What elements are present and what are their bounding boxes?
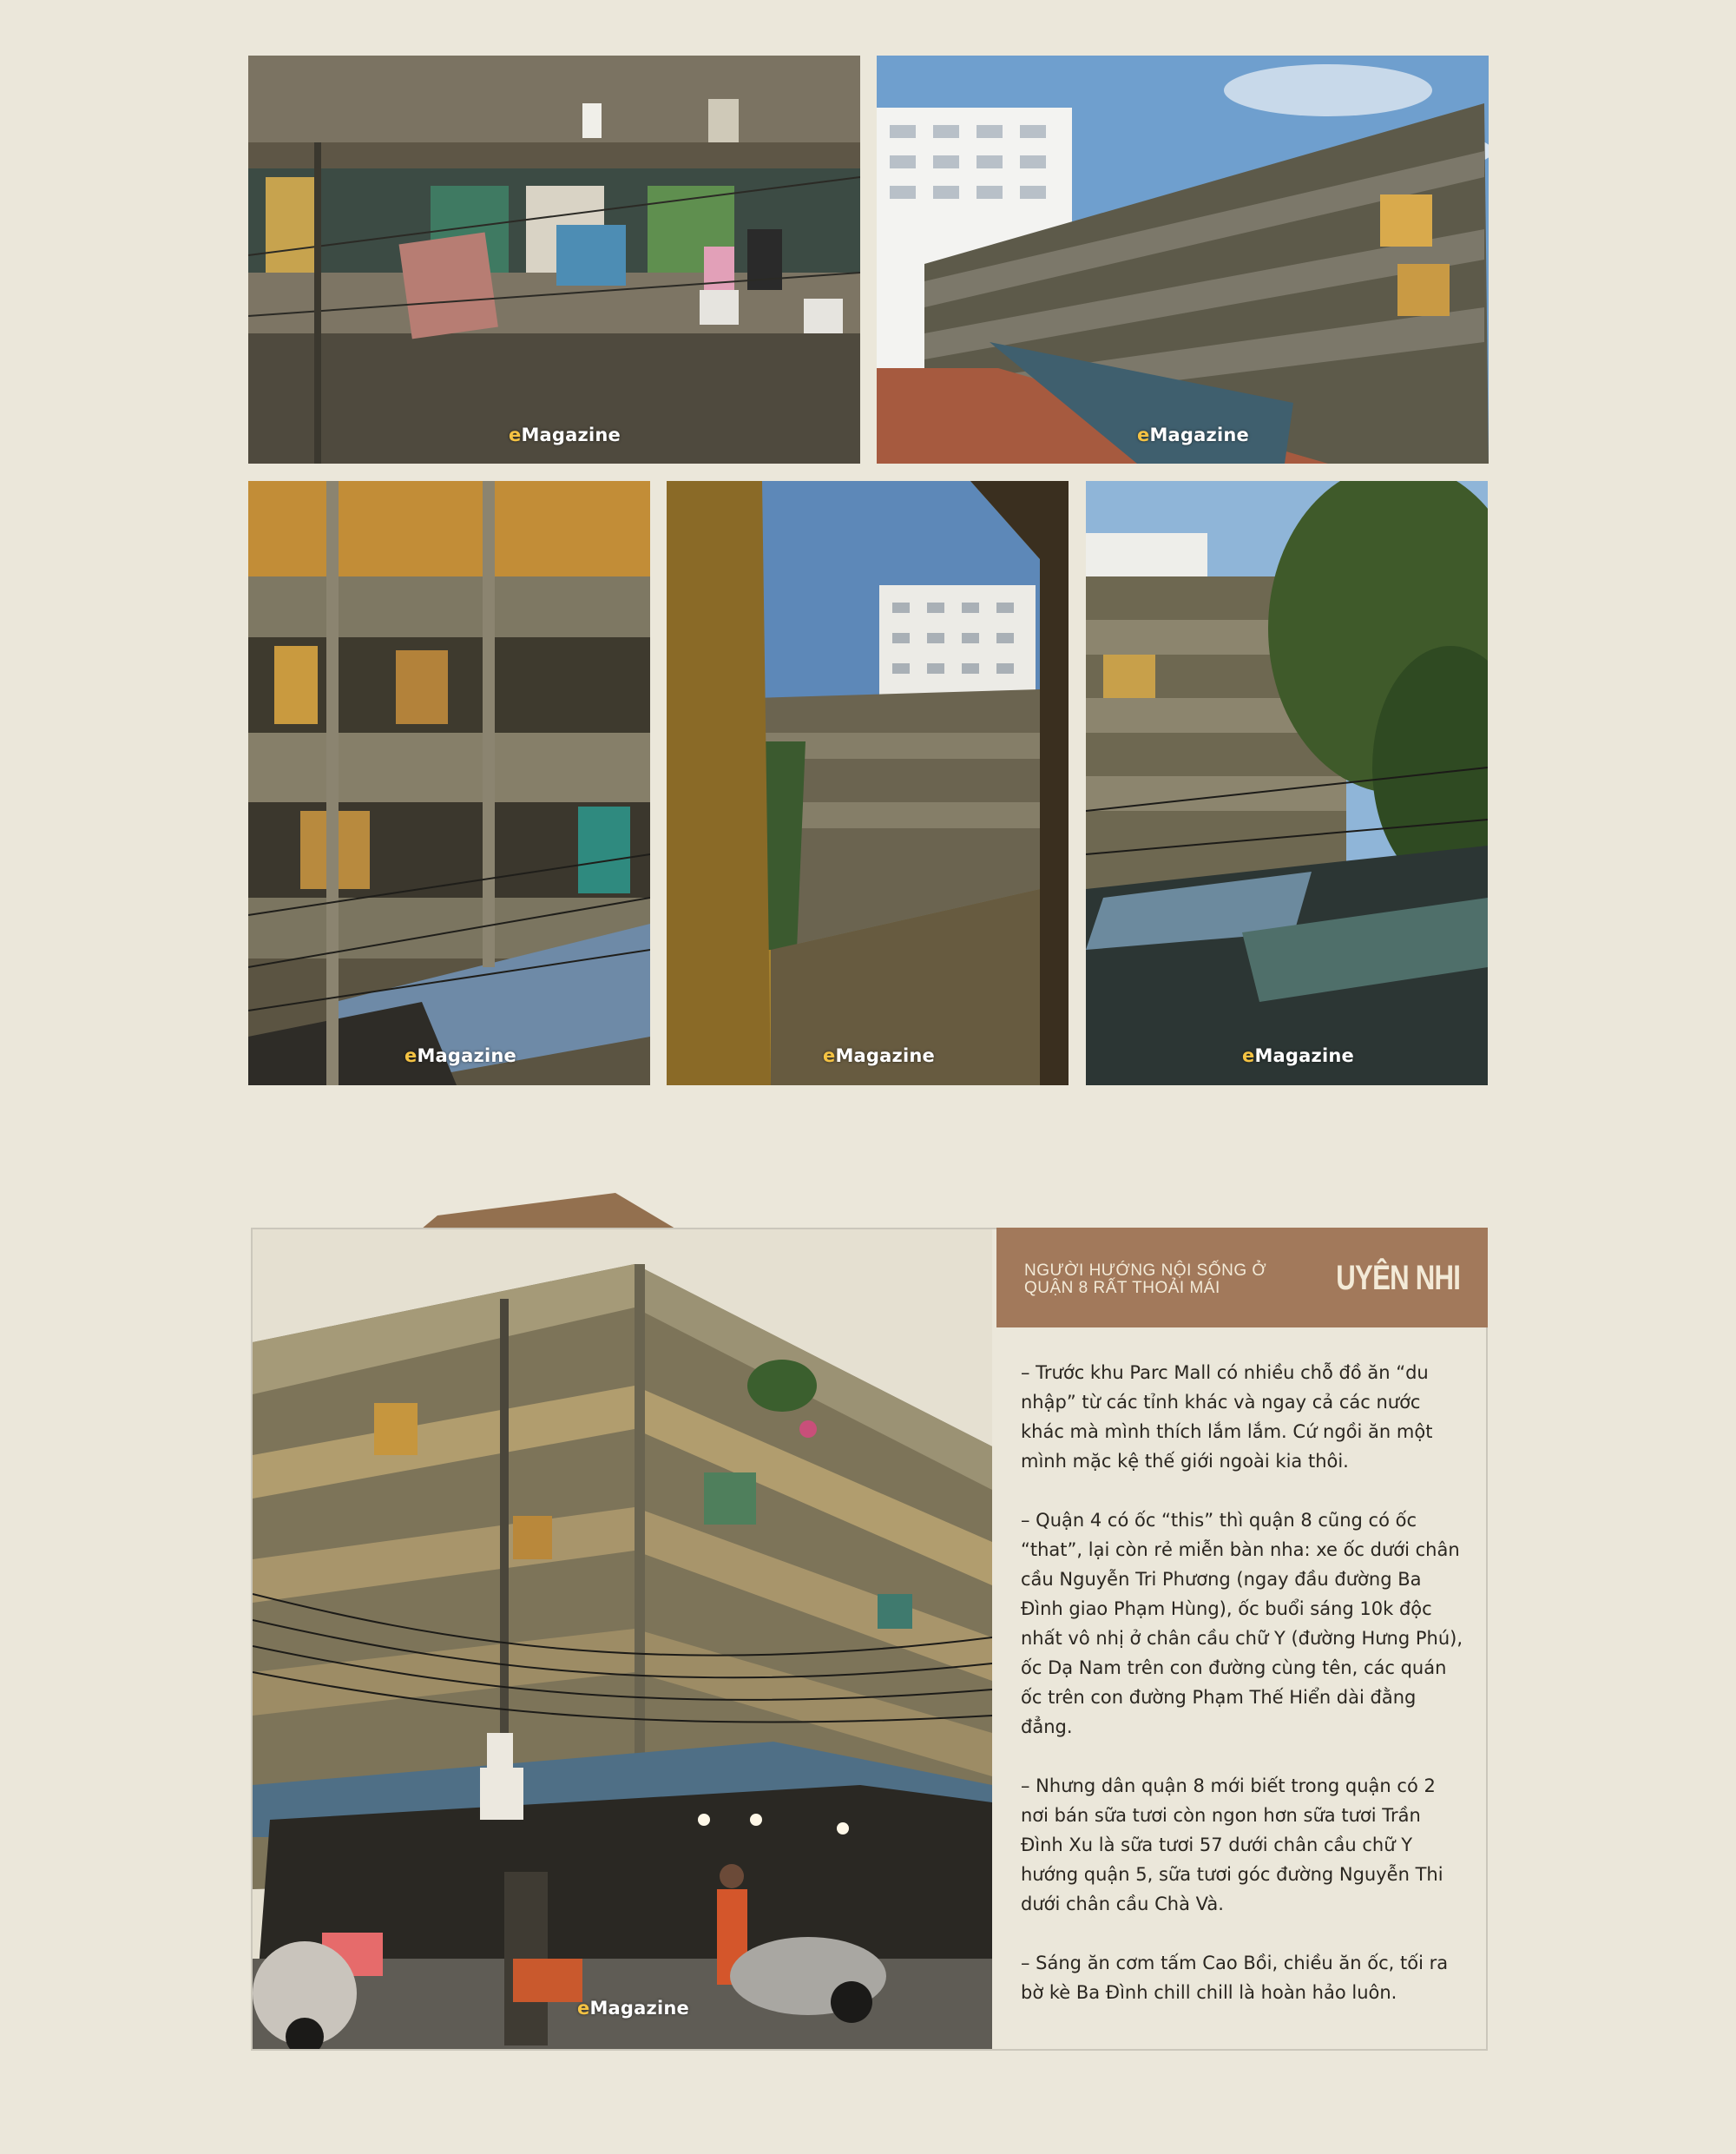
photo-apartment-corridors [248,481,650,1085]
panel-paragraph: – Sáng ăn cơm tấm Cao Bồi, chiều ăn ốc, tối ra bờ kè Ba Đình chill chill là hoàn hảo luôn. [1021,1953,1449,2003]
photo-apartment-long-block [877,56,1489,464]
panel-paragraph: – Nhưng dân quận 8 mới biết trong quận có 2 nơi bán sữa tươi còn ngon hơn sữa tươi Trần Đình Xu là sữa tươi 57 dưới chân cầu chữ Y hướng quận 5, sữa tươi góc đường Nguyễn Thi dưới chân cầu Chà Và. [1021,1775,1443,1914]
panel-author: UYÊN NHI [1336,1259,1460,1297]
watermark: eMagazine [509,425,621,445]
photo-apartment-tree-market [1086,481,1488,1085]
photo-apartment-corner-market [253,1229,992,2049]
panel-paragraph: – Quận 4 có ốc “this” thì quận 8 cũng có ốc “that”, lại còn rẻ miễn bàn nha: xe ốc dưới chân cầu Nguyễn Tri Phương (ngay đầu đường Ba Đình giao Phạm Hùng), ốc buổi sáng 10k độc nhất vô nhị ở chân cầu chữ Y (đường Hưng Phú), ốc Dạ Nam trên con đường cùng tên, các quán ốc trên con đường Phạm Thế Hiển dài đằng đẳng. [1021,1510,1463,1737]
panel-body [1021,1358,1468,2037]
photo-apartment-through-window [667,481,1069,1085]
watermark: eMagazine [1137,425,1249,445]
quote-panel [996,1228,1488,2051]
watermark: eMagazine [577,1998,689,2019]
watermark: eMagazine [823,1045,935,1066]
watermark: eMagazine [1242,1045,1354,1066]
watermark: eMagazine [404,1045,516,1066]
panel-kicker: NGƯỜI HƯỚNG NỘI SỐNG Ở QUẬN 8 RẤT THOẢI MÁI [1024,1261,1267,1297]
panel-paragraph: – Trước khu Parc Mall có nhiều chỗ đồ ăn “du nhập” từ các tỉnh khác và ngay cả các nước khác mà mình thích lắm lắm. Cứ ngồi ăn một mình mặc kệ thế giới ngoài kia thôi. [1021,1362,1433,1472]
panel-header [996,1228,1488,1327]
photo-apartment-laundry [248,56,860,464]
